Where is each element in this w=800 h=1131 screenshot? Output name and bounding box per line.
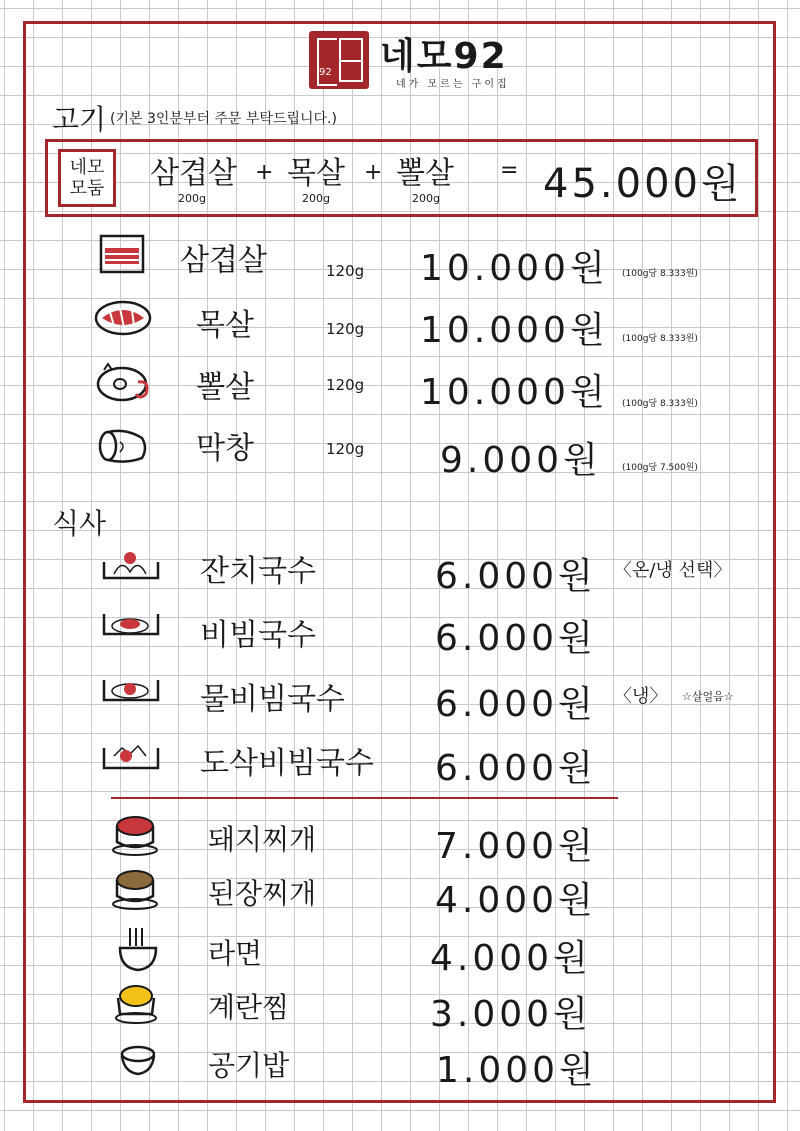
meat-unit-price: (100g당 7.500원) [622, 463, 698, 473]
intestine-icon [96, 424, 154, 468]
meat-price: 10.000원 [420, 372, 609, 413]
rice-bowl-icon [114, 1044, 162, 1080]
section-divider [111, 797, 618, 799]
noodle-name: 도삭비빔국수 [200, 746, 374, 781]
noodle-option: 〈온/냉 선택〉 [614, 560, 732, 581]
side-name: 라면 [208, 937, 263, 970]
set-badge-line1: 네모 [69, 157, 105, 178]
brand-tagline: 네가 모르는 구이집 [396, 79, 510, 90]
set-item-name: 목살 [287, 156, 345, 191]
meat-section-title: 고기 [52, 103, 107, 136]
meat-unit-price: (100g당 8.333원) [622, 334, 698, 344]
side-price: 3.000원 [430, 994, 592, 1035]
meat-weight: 120g [326, 320, 365, 338]
set-badge [58, 149, 116, 207]
noodle-option-note: ☆살얼음☆ [682, 690, 734, 703]
meat-weight: 120g [326, 376, 365, 394]
meat-price: 10.000원 [420, 310, 609, 351]
meat-name: 삼겹살 [180, 243, 267, 278]
noodle-name: 잔치국수 [200, 554, 316, 589]
side-price: 4.000원 [430, 938, 592, 979]
side-name: 돼지찌개 [208, 823, 317, 856]
meat-section-note: (기본 3인분부터 주문 부탁드립니다.) [110, 111, 337, 127]
brand-name: 네모92 [380, 36, 508, 77]
set-item-weight: 200g [302, 192, 330, 205]
side-price: 7.000원 [435, 826, 597, 867]
stew-pot-icon [110, 812, 160, 858]
noodle-price: 6.000원 [435, 556, 597, 597]
set-item-weight: 200g [412, 192, 440, 205]
set-item-weight: 200g [178, 192, 206, 205]
equals-sign: = [500, 158, 519, 183]
noodle-price: 6.000원 [435, 684, 597, 725]
side-price: 4.000원 [435, 880, 597, 921]
ramen-bowl-icon [116, 926, 160, 974]
noodle-name: 물비빔국수 [200, 682, 345, 717]
pork-belly-icon [95, 232, 155, 278]
pig-cheek-icon [92, 360, 158, 406]
noodle-price: 6.000원 [435, 748, 597, 789]
meat-name: 뽈살 [196, 370, 254, 405]
meat-unit-price: (100g당 8.333원) [622, 269, 698, 279]
meat-price: 10.000원 [420, 248, 609, 289]
stew-pot-icon [110, 866, 160, 912]
noodle-bowl-icon [100, 676, 162, 706]
logo-number: 92 [319, 67, 332, 78]
meat-price: 9.000원 [440, 440, 602, 481]
meat-name: 목살 [196, 308, 254, 343]
egg-stew-icon [112, 982, 160, 1026]
side-name: 된장찌개 [208, 877, 317, 910]
meat-unit-price: (100g당 8.333원) [622, 399, 698, 409]
meat-name: 막창 [196, 431, 254, 466]
side-price: 1.000원 [436, 1050, 598, 1091]
plus-sign: + [255, 160, 274, 185]
plus-sign: + [364, 160, 383, 185]
noodle-bowl-icon [100, 548, 162, 584]
noodle-name: 비빔국수 [200, 618, 316, 653]
set-item-name: 삼겹살 [150, 156, 237, 191]
meal-section-title: 식사 [52, 507, 107, 540]
brand-logo [309, 31, 369, 89]
side-name: 계란찜 [208, 991, 290, 1024]
side-name: 공기밥 [208, 1049, 290, 1082]
set-badge-line2: 모둠 [69, 178, 105, 199]
noodle-bowl-icon [100, 740, 162, 772]
pork-neck-icon [92, 296, 156, 340]
meat-weight: 120g [326, 262, 365, 280]
noodle-option: 〈냉〉 [614, 686, 668, 707]
noodle-bowl-icon [100, 610, 162, 640]
meat-weight: 120g [326, 440, 365, 458]
noodle-price: 6.000원 [435, 618, 597, 659]
set-price: 45.000원 [543, 161, 743, 207]
set-item-name: 뽈살 [396, 156, 454, 191]
